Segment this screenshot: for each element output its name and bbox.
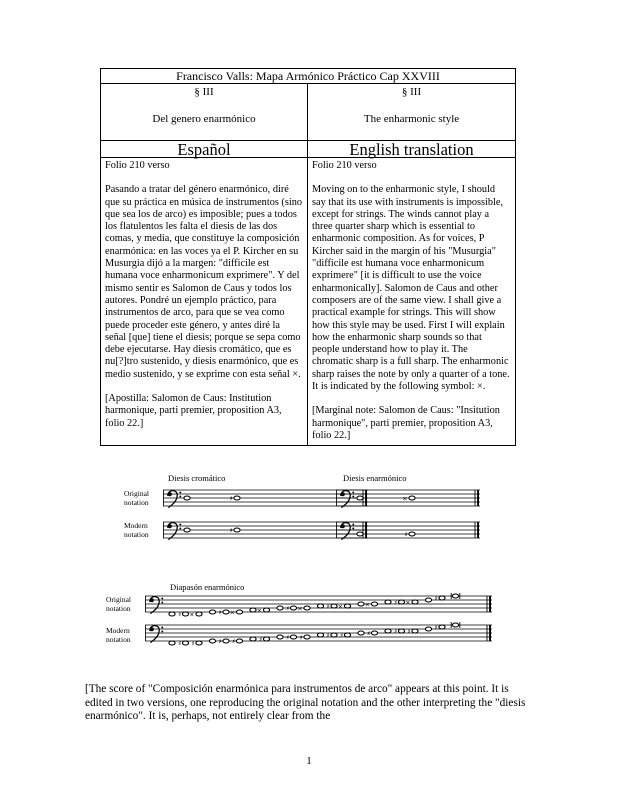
document-title: Francisco Valls: Mapa Armónico Práctico Cap XXVIII	[101, 69, 515, 84]
row-label-original-1: Original notation	[124, 489, 149, 507]
body-text-spanish: Pasando a tratar del género enarmónico, diré que su práctica en música de instrumentos (sino que sea los de arco) es imposible; pues a todos los flatulentos les falta el diesis de las dos comas, y media, que constituye la composición enarmónica: en las voces ya el P. Kircher en su Musurgia dijó a la margen: "difficile est humana voce enharmonicum exprimere". Y del mismo sentir es Salomon de Caus y todos los autores. Pondré un ejemplo práctico, para instrumentos de arco, para que se vea como puede proceder este género, y antes diré la señal [que] tiene el diesis; porque se sepa como debe ejecutarse. Hay diesis cromático, que es nu[?]tro sustenido, y diesis enarmónico, que es medio sustenido, y se exprime con esta señal ×.	[105, 184, 303, 380]
marginal-note-spanish: [Apostilla: Salomon de Caus: Institution harmonique, parti premier, proposition A3, folio 22.]	[105, 393, 282, 429]
translation-table	[100, 68, 516, 446]
section-row	[101, 84, 515, 141]
heading-english: English translation	[349, 140, 474, 159]
svg-text:♯: ♯	[434, 623, 438, 632]
staff-enarmonico-modern	[336, 518, 480, 546]
svg-text:×: ×	[256, 606, 263, 615]
body-cell-spanish	[101, 158, 308, 445]
row-label-modern-1: Modern notation	[124, 521, 149, 539]
folio-english: Folio 210 verso	[312, 160, 377, 171]
heading-row	[101, 141, 515, 158]
svg-text:♯: ♯	[258, 635, 263, 644]
staff-enarmonico-original	[336, 486, 480, 514]
svg-text:♯: ♯	[393, 598, 398, 607]
svg-text:♯: ♯	[191, 639, 195, 648]
svg-text:×: ×	[297, 604, 303, 613]
svg-text:×: ×	[189, 610, 195, 619]
svg-text:♯: ♯	[229, 494, 233, 503]
svg-text:♯: ♯	[366, 629, 371, 638]
row-label-original-2: Original notation	[106, 595, 131, 613]
section-subtitle-english: The enharmonic style	[363, 113, 460, 125]
svg-text:♯: ♯	[177, 639, 182, 648]
svg-text:♯: ♯	[434, 594, 438, 603]
section-number-english: § III	[401, 86, 422, 98]
section-cell-english	[308, 84, 515, 140]
svg-text:×: ×	[229, 608, 236, 617]
svg-text:♯: ♯	[299, 633, 303, 642]
svg-text:♯: ♯	[326, 631, 330, 640]
example-title-diesis-enarmonico: Diesis enarmónico	[343, 473, 407, 483]
svg-text:♯: ♯	[339, 631, 344, 640]
svg-text:♯: ♯	[407, 627, 411, 636]
body-text-english: Moving on to the enharmonic style, I should say that its use with instruments is impossible, except for strings. The winds cannot play a three quarter sharp which is essential to enharmonic composition. As for voices, P Kircher said in the margin of his "Musurgia" "difficile est humana voce enharmonicum exprimere" [it is difficult to use the voice enharmonically]. Salomon de Caus and other composers are of the same view. I shall give a practical example for strings. This will show how this style may be used. First I will explain how the enharmonic sharp sounds so that people understand how to play it. The chromatic sharp is a full sharp. The enharmonic sharp raises the note by only a quarter of a tone. It is indicated by the following symbol: ×.	[312, 184, 510, 393]
svg-text:×: ×	[337, 602, 344, 611]
svg-text:♯: ♯	[218, 637, 222, 646]
svg-text:♯: ♯	[326, 602, 330, 611]
staff-diapason-original	[145, 592, 492, 620]
svg-text:♯: ♯	[285, 604, 290, 613]
svg-text:♯: ♯	[285, 633, 290, 642]
section-cell-spanish	[101, 84, 308, 140]
heading-spanish: Español	[101, 141, 308, 157]
svg-text:♯: ♯	[218, 608, 222, 617]
section-number-spanish: § III	[194, 86, 214, 98]
body-row	[101, 158, 515, 445]
svg-text:♯: ♯	[229, 526, 233, 535]
editorial-note: [The score of "Composición enarmónica para instrumentos de arco" appears at this point. It is edited in two versions, one reproducing the original notation and the other interpreting the "diesis enarmónico". It is, perhaps, not entirely clear from the	[85, 683, 526, 722]
example-title-diapason: Diapasón enarmónico	[170, 582, 245, 592]
marginal-note-english: [Marginal note: Salomon de Caus: "Insitution harmonique", parti premier, proposition A3, folio 22.]	[312, 405, 500, 441]
svg-text:♯: ♯	[404, 530, 408, 539]
svg-text:×: ×	[364, 600, 371, 609]
svg-text:×: ×	[405, 598, 411, 607]
example-title-diesis-cromatico: Diesis cromático	[168, 473, 226, 483]
staff-diapason-modern	[145, 621, 492, 649]
svg-text:♯: ♯	[177, 610, 182, 619]
svg-text:×: ×	[402, 494, 408, 503]
svg-text:♯: ♯	[231, 637, 236, 646]
folio-spanish: Folio 210 verso	[105, 160, 170, 171]
svg-text:♯: ♯	[393, 627, 398, 636]
row-label-modern-2: Modern notation	[106, 626, 131, 644]
page-number: 1	[306, 755, 312, 767]
body-cell-english	[308, 158, 515, 445]
section-subtitle-spanish: Del genero enarmónico	[152, 113, 256, 125]
